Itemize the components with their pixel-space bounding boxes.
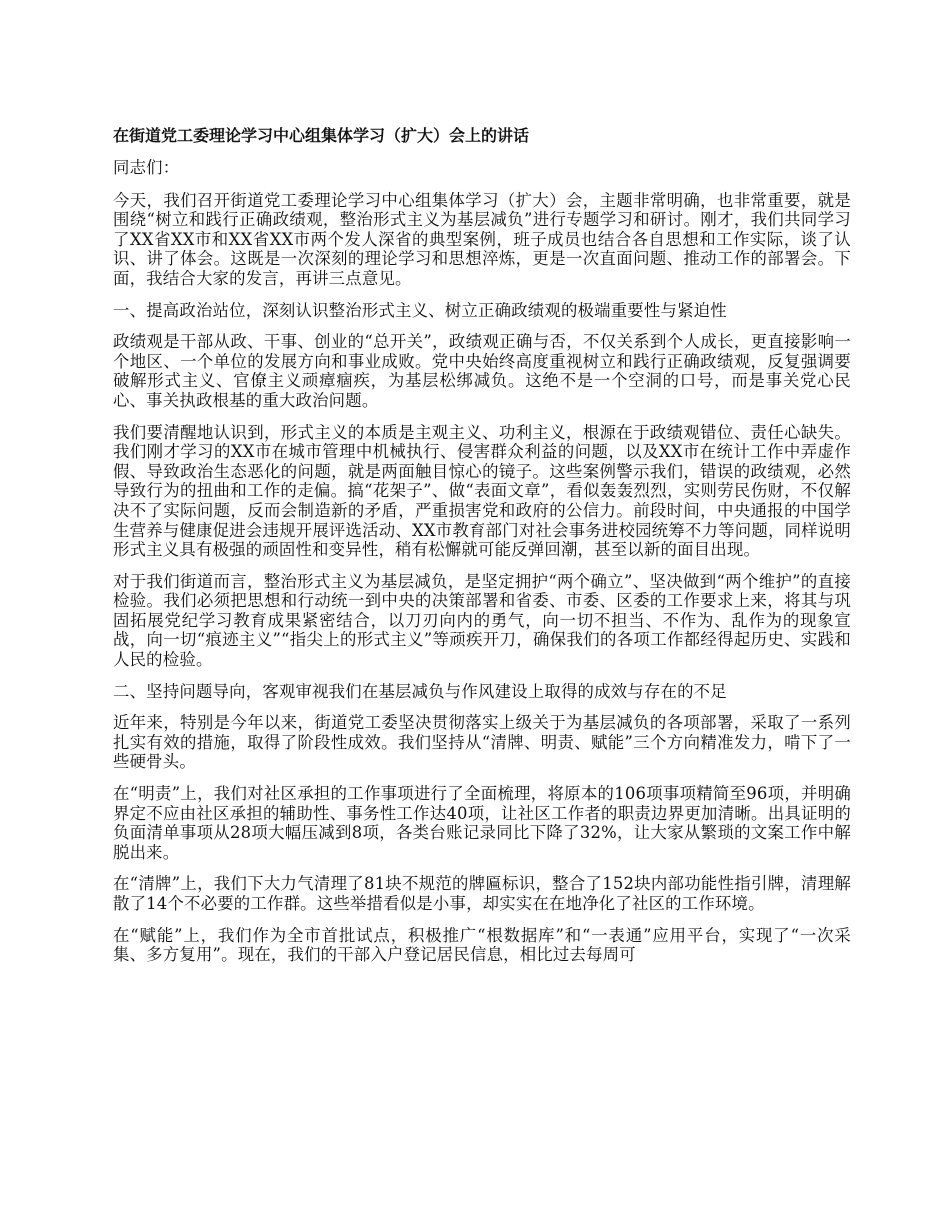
document-page (113, 126, 851, 977)
document-title: 在街道党工委理论学习中心组集体学习（扩大）会上的讲话 (113, 126, 530, 145)
paragraph-funeng: 在“赋能”上，我们作为全市首批试点，积极推广“根数据库”和“一表通”应用平台，实现了“一次采集、多方复用”。现在，我们的干部入户登记居民信息，相比过去每周可 (113, 925, 851, 965)
paragraph-qingpai: 在“清牌”上，我们下大力气清理了81块不规范的牌匾标识，整合了152块内部功能性指引牌，清理解散了14个不必要的工作群。这些举措看似是小事，却实实在在地净化了社区的工作环境。 (113, 874, 851, 913)
paragraph-mingze: 在“明责”上，我们对社区承担的工作事项进行了全面梳理，将原本的106项事项精简至96项，并明确界定不应由社区承担的辅助性、事务性工作达40项，让社区工作者的职责边界更加清晰。出具证明的负面清单事项从28项大幅压减到8项，各类台账记录同比下降了32%，让大家从繁琐的文案工作中解脱出来。 (113, 784, 851, 862)
paragraph: 我们要清醒地认识到，形式主义的本质是主观主义、功利主义，根源在于政绩观错位、责任心缺失。我们刚才学习的XX市在城市管理中机械执行、侵害群众利益的问题，以及XX市在统计工作中弄虚作假、导致政治生态恶化的问题，就是两面触目惊心的镜子。这些案例警示我们，错误的政绩观，必然导致行为的扭曲和工作的走偏。搞“花架子”、做“表面文章”，看似轰轰烈烈，实则劳民伤财，不仅解决不了实际问题，反而会制造新的矛盾，严重损害党和政府的公信力。前段时间，中央通报的中国学生营养与健康促进会违规开展评选活动、XX市教育部门对社会事务进校园统筹不力等问题，同样说明形式主义具有极强的顽固性和变异性，稍有松懈就可能反弹回潮，甚至以新的面目出现。 (113, 422, 851, 560)
section-heading-1: 一、提高政治站位，深刻认识整治形式主义、树立正确政绩观的极端重要性与紧迫性 (113, 300, 727, 320)
salutation: 同志们： (113, 158, 180, 177)
paragraph: 对于我们街道而言，整治形式主义为基层减负，是坚定拥护“两个确立”、坚决做到“两个维护”的直接检验。我们必须把思想和行动统一到中央的决策部署和省委、市委、区委的工作要求上来，将其与巩固拓展党纪学习教育成果紧密结合，以刀刃向内的勇气，向一切不担当、不作为、乱作为的现象宣战，向一切“痕迹主义”“指尖上的形式主义”等顽疾开刀，确保我们的各项工作都经得起历史、实践和人民的检验。 (113, 571, 851, 670)
paragraph: 近年来，特别是今年以来，街道党工委坚决贯彻落实上级关于为基层减负的各项部署，采取了一系列扎实有效的措施，取得了阶段性成效。我们坚持从“清牌、明责、赋能”三个方向精准发力，啃下了一些硬骨头。 (113, 713, 851, 772)
paragraph-intro: 今天，我们召开街道党工委理论学习中心组集体学习（扩大）会，主题非常明确，也非常重要，就是围绕“树立和践行正确政绩观，整治形式主义为基层减负”进行专题学习和研讨。刚才，我们共同学习了XX省XX市和XX省XX市两个发人深省的典型案例，班子成员也结合各自思想和工作实际，谈了认识、讲了体会。这既是一次深刻的理论学习和思想淬炼，更是一次直面问题、推动工作的部署会。下面，我结合大家的发言，再讲三点意见。 (113, 190, 851, 288)
section-heading-2: 二、坚持问题导向，客观审视我们在基层减负与作风建设上取得的成效与存在的不足 (113, 681, 727, 701)
paragraph: 政绩观是干部从政、干事、创业的“总开关”，政绩观正确与否，不仅关系到个人成长，更直接影响一个地区、一个单位的发展方向和事业成败。党中央始终高度重视树立和践行正确政绩观，反复强调要破解形式主义、官僚主义顽瘴痼疾，为基层松绑减负。这绝不是一个空洞的口号，而是事关党心民心、事关执政根基的重大政治问题。 (113, 332, 851, 410)
